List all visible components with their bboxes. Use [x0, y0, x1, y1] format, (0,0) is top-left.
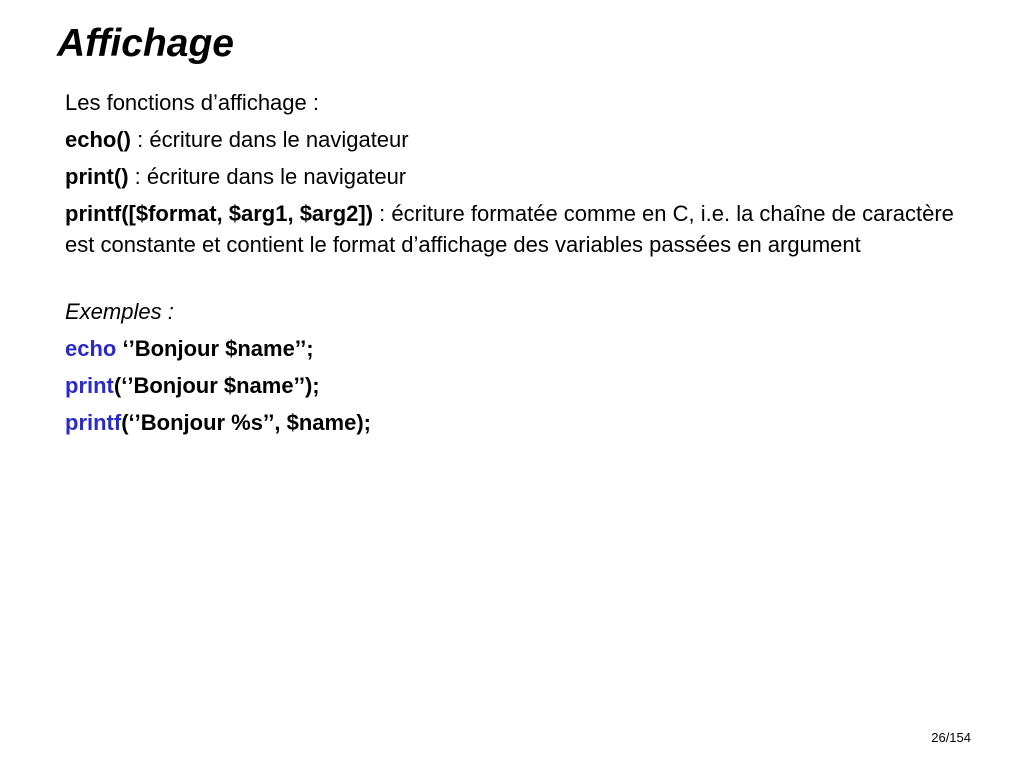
- intro-text: Les fonctions d’affichage :: [65, 90, 319, 115]
- function-signature: printf([$format, $arg1, $arg2]): [65, 201, 374, 226]
- function-item-echo: [65, 124, 960, 155]
- example-printf: [65, 407, 960, 438]
- slide-title: Affichage: [57, 22, 234, 65]
- code-text: ‘’Bonjour $name’’;: [116, 336, 314, 361]
- function-description: : écriture dans le navigateur: [131, 127, 409, 152]
- function-description: : écriture formatée comme en C, i.e. la chaîne de caractère est constante et contient le format d’affichage des variables passées en argument: [65, 201, 954, 257]
- section-spacer: [65, 266, 960, 296]
- function-item-print: [65, 161, 960, 192]
- code-keyword: echo: [65, 336, 117, 361]
- example-echo: [65, 333, 960, 364]
- code-text: (‘’Bonjour $name’’);: [113, 373, 320, 398]
- examples-heading: Exemples :: [65, 299, 174, 324]
- code-text: (‘’Bonjour %s’’, $name);: [121, 410, 371, 435]
- function-description: : écriture dans le navigateur: [128, 164, 407, 189]
- page-number: 26/154: [931, 730, 971, 745]
- code-keyword: print: [65, 373, 114, 398]
- function-signature: echo(): [65, 127, 131, 152]
- function-item-printf: [65, 198, 960, 260]
- slide-content: [65, 87, 960, 444]
- example-print: [65, 370, 960, 401]
- code-keyword: printf: [65, 410, 122, 435]
- function-signature: print(): [65, 164, 129, 189]
